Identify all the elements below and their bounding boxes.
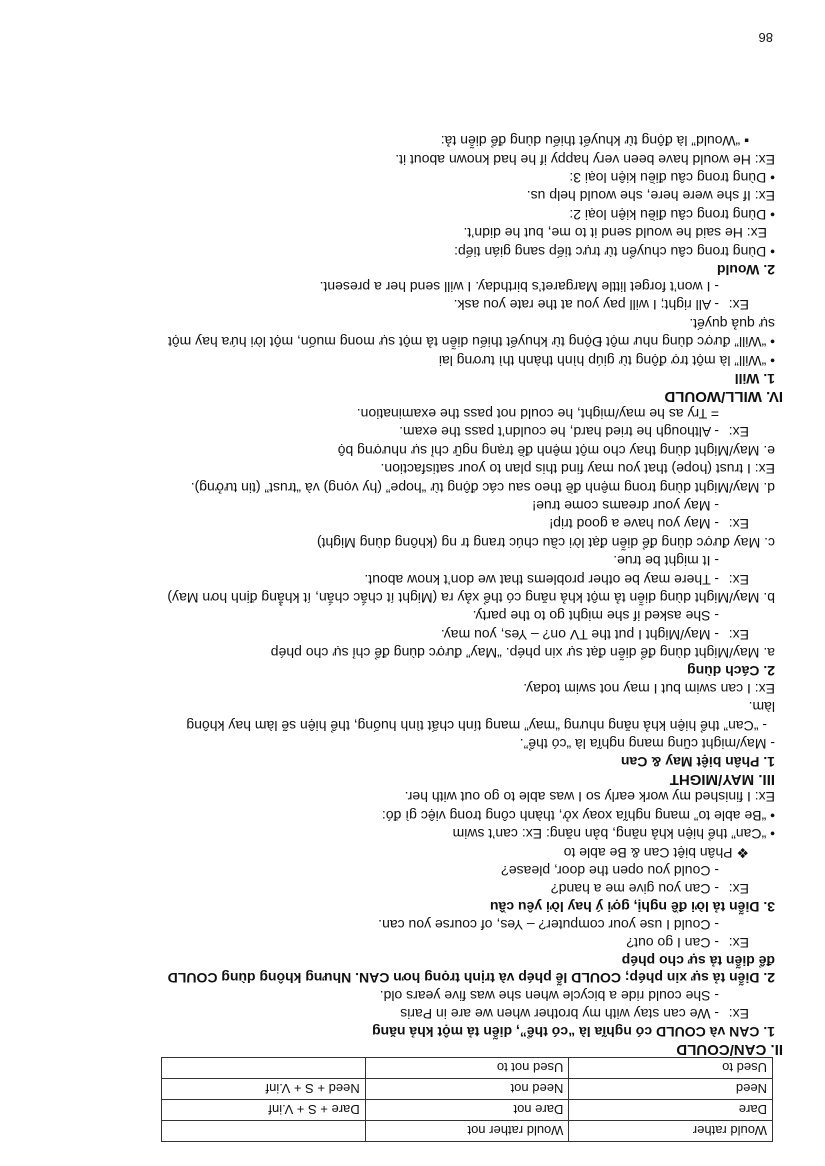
table-cell: Dare + S + V.inf <box>162 1100 366 1121</box>
subsection-heading: 3. Diễn tả lời đề nghị, gợi ý hay lời yêu cầu <box>489 899 775 916</box>
text-line: - I won’t forget little Margaret’s birthday. I will send her a present. <box>319 279 719 295</box>
table-cell: Dare <box>569 1100 773 1121</box>
table-cell <box>162 1121 366 1142</box>
text-line: Ex: He would have been very happy if he had known about it. <box>395 151 775 168</box>
example-text: There may be other problems that we don’t know about. <box>364 571 711 588</box>
text-line <box>43 626 783 644</box>
text-line: ▪ “Would” là động từ khuyết thiếu dùng để diễn tả: <box>440 133 749 150</box>
example-label: Ex: <box>728 881 749 898</box>
table-cell <box>162 1058 366 1079</box>
example-text: Can you give me a hand? <box>550 881 711 898</box>
section-heading: III. MAY/MIGHT <box>669 770 775 788</box>
subsection-heading: 1. Will <box>734 370 775 387</box>
text-line: c. May được dùng để diễn đạt lời cầu chúc trang tr ng (không dùng Might) <box>316 534 775 551</box>
text-line <box>43 1005 783 1023</box>
section-heading: IV. WILL/WOULD <box>664 387 783 405</box>
dash-marker: - <box>710 1006 719 1022</box>
text-line <box>43 880 783 898</box>
table-cell: Need not <box>365 1079 569 1100</box>
text-line: • “Can” thể hiện khả năng, bản năng: Ex: can’t swim <box>452 826 775 843</box>
example-text: All right; I will pay you at the rate you ask. <box>453 297 712 314</box>
text-line: Ex: If she were here, she would help us. <box>526 188 775 205</box>
table-cell: Need <box>569 1079 773 1100</box>
text-line: • “Will” là một trợ động từ giúp hình thành thì tương lai <box>438 352 775 369</box>
subsection-heading: để diễn tả sự cho phép <box>621 953 775 970</box>
table-cell: Used not to <box>365 1058 569 1079</box>
text-line <box>43 515 783 533</box>
table-cell: Dare not <box>365 1100 569 1121</box>
page-number: 86 <box>758 30 773 45</box>
table-row <box>162 1058 773 1079</box>
example-label: Ex: <box>728 571 749 588</box>
text-line: - It might be true. <box>613 553 719 570</box>
text-line: • Dùng trong câu điều kiện loại 3: <box>569 169 775 186</box>
modal-verb-table <box>161 1057 773 1142</box>
text-line <box>43 296 783 314</box>
text-line: e. May/Might dùng thay cho một mệnh đề trạng ngữ chỉ sự nhượng bộ <box>337 442 775 459</box>
text-line: • Dùng trong câu chuyển từ trực tiếp sang gián tiếp: <box>454 243 775 260</box>
text-line: b. May/Might dùng diễn tả một khả năng có thể xảy ra (Might ít chắc chắn, ít khẳng định hơn May) <box>167 590 775 607</box>
text-line: - She could ride a bicycle when she was five years old. <box>379 987 719 1004</box>
section-heading: II. CAN/COULD <box>676 1041 783 1058</box>
text-line: - May your dreams come true! <box>532 498 719 515</box>
text-line: Ex: I finished my work early so I was able to go out with her. <box>404 789 775 806</box>
text-line: - She asked if she might go to the party. <box>472 608 719 625</box>
subsection-heading: 1. Phân biệt May & Can <box>620 753 775 770</box>
example-text: Although he tried hard, he couldn’t pass the exam. <box>399 424 712 441</box>
table-cell: Need + S + V.inf <box>162 1079 366 1100</box>
example-label: Ex: <box>728 424 749 441</box>
text-line <box>43 423 783 441</box>
text-line: • “Be able to” mang nghĩa xoay xở, thành công trong việc gì đó: <box>381 807 775 824</box>
text-line: • “Will” được dùng như một Động từ khuyết thiếu diễn tả một sự mong muốn, một lời hứa hay một <box>167 334 775 351</box>
subsection-heading: 2. Diễn tả sự xin phép; COULD lễ phép và trịnh trọng hơn CAN. Nhưng không dùng COULD <box>167 970 775 987</box>
text-line: = Try as he may/might, he could not pass the examination. <box>356 406 719 423</box>
table-cell: Used to <box>569 1058 773 1079</box>
example-label: Ex: <box>728 626 749 643</box>
table-row <box>162 1079 773 1100</box>
table-row <box>162 1100 773 1121</box>
dash-marker: - <box>710 571 719 588</box>
text-line: - Could I use your computer? – Yes, of course you can. <box>378 916 719 933</box>
text-line: ❖ Phân biệt Can & Be able to <box>563 844 749 861</box>
dash-marker: - <box>710 626 719 643</box>
text-line: d. May/Might dùng trong mệnh đề theo sau các động từ “hope” (hy vọng) và “trust” (tin tưởng). <box>190 479 775 496</box>
example-label: Ex: <box>728 516 749 533</box>
table-row <box>162 1121 773 1142</box>
subsection-heading: 2. Would <box>716 261 775 278</box>
dash-marker: - <box>710 935 719 952</box>
subsection-heading: 1. CAN và COULD có nghĩa là “có thể”, diễn tả một khả năng <box>372 1024 775 1040</box>
text-line: - May/might cũng mang nghĩa là “có thể”. <box>519 735 775 752</box>
example-label: Ex: <box>728 935 749 952</box>
text-line: Ex: I can swim but I may not swim today. <box>523 680 775 697</box>
text-line: làm. <box>748 699 775 716</box>
dash-marker: - <box>710 516 719 533</box>
table-cell: Would rather <box>569 1121 773 1142</box>
text-line: Ex: I trust (hope) that you may find this plan to your satisfaction. <box>380 461 775 478</box>
text-line: - Could you open the door, please? <box>501 862 719 879</box>
text-line: - “Can” thể hiện khả năng nhưng “may” mang tính chất tình huống, thể hiện sẽ làm hay không <box>186 717 767 734</box>
text-line: • Dùng trong câu điều kiện loại 2: <box>569 206 775 223</box>
subsection-heading: 2. Cách dùng <box>687 663 775 680</box>
text-line <box>43 934 783 952</box>
dash-marker: - <box>711 424 719 441</box>
example-text: May/Might I put the TV on? – Yes, you may. <box>440 626 711 643</box>
example-label: Ex: <box>728 297 749 314</box>
table-cell: Would rather not <box>365 1121 569 1142</box>
text-line: sự quả quyết. <box>689 315 775 332</box>
text-line <box>43 570 783 588</box>
text-line: a. May/Might dùng để diễn đạt sự xin phép. “May” được dùng để chỉ sự cho phép <box>270 645 775 662</box>
example-text: Can I go out? <box>626 935 711 952</box>
dash-marker: - <box>711 297 719 314</box>
dash-marker: - <box>710 881 719 898</box>
example-label: Ex: <box>728 1006 749 1022</box>
example-text: We can stay with my brother when we are in Paris <box>400 1006 711 1022</box>
document-body <box>43 132 783 1058</box>
text-line: Ex: He said he would send it to me, but he didn’t. <box>463 225 767 242</box>
example-text: May you have a good trip! <box>549 516 711 533</box>
